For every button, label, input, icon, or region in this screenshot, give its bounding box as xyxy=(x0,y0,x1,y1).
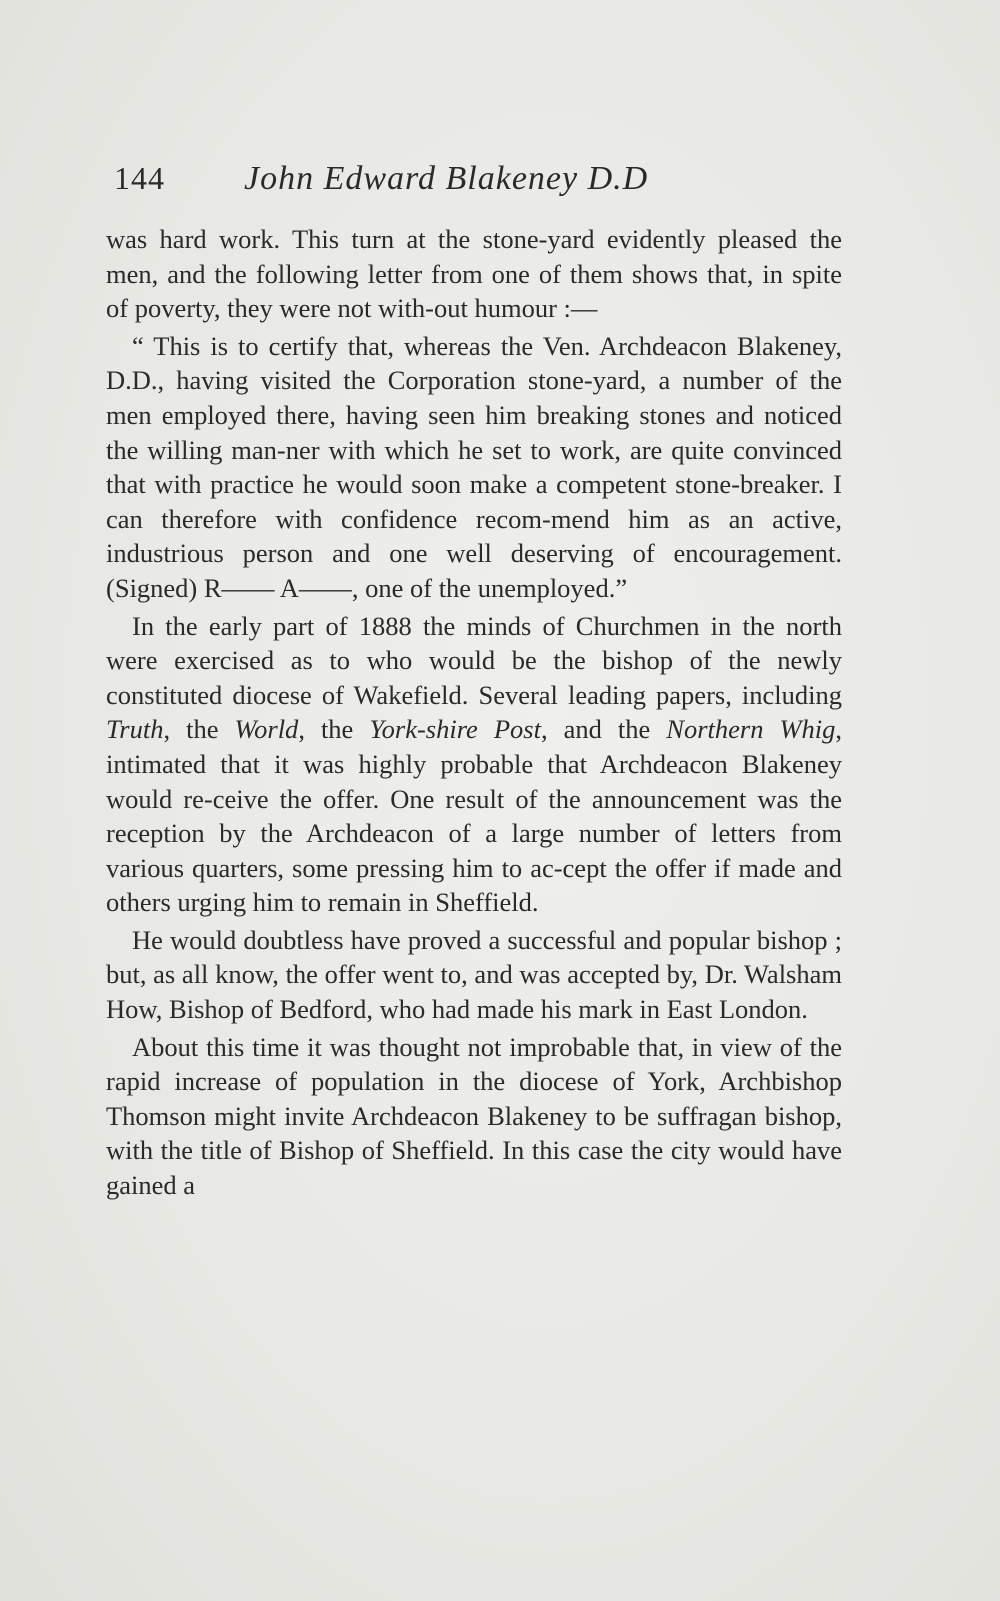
paragraph-letter-quote: “ This is to certify that, whereas the Ven. Archdeacon Blakeney, D.D., having visited the Corporation stone-yard, a number of the men employed there, having seen him breaking stones and noticed the willing man-ner with which he set to work, are quite convinced that with practice he would soon make a competent stone-breaker. I can therefore with confidence recom-mend him as an active, industrious person and one well deserving of encouragement. (Signed) R—— A——, one of the unemployed.” xyxy=(106,330,842,603)
page-header xyxy=(114,153,854,203)
paragraph-continuation: was hard work. This turn at the stone-yard evidently pleased the men, and the following letter from one of them shows that, in spite of poverty, they were not with-out humour :— xyxy=(106,224,842,324)
body-text xyxy=(106,222,842,1203)
running-title: John Edward Blakeney D.D xyxy=(244,160,649,197)
page-number: 144 xyxy=(114,160,165,196)
paragraph-wakefield-diocese: In the early part of 1888 the minds of Churchmen in the north were exercised as to who would be the bishop of the newly constituted diocese of Wakefield. Several leading papers, including Truth, the World, the York-shire Post, and the Northern Whig, intimated that it was highly probable that Archdeacon Blakeney would re-ceive the offer. One result of the announcement was the reception by the Archdeacon of a large number of letters from various quarters, some pressing him to ac-cept the offer if made and others urging him to remain in Sheffield. xyxy=(106,610,843,918)
paragraph-successful-bishop: He would doubtless have proved a successful and popular bishop ; but, as all know, the offer went to, and was accepted by, Dr. Walsham How, Bishop of Bedford, who had made his mark in East London. xyxy=(106,924,842,1025)
paragraph-suffragan-bishop: About this time it was thought not improbable that, in view of the rapid increase of population in the diocese of York, Archbishop Thomson might invite Archdeacon Blakeney to be suffragan bishop, with the title of Bishop of Sheffield. In this case the city would have gained a xyxy=(106,1031,842,1201)
